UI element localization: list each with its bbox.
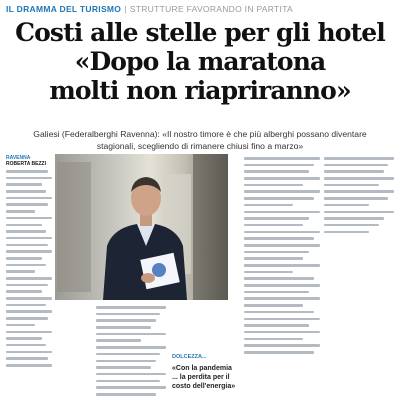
- article-headline: [0, 18, 400, 105]
- article-photo: [55, 154, 228, 300]
- headline-line-2: «Dopo la maratona: [74, 47, 326, 76]
- headline-line-3: molti non riapriranno»: [49, 76, 351, 105]
- header-separator: |: [124, 4, 127, 14]
- article-column-4: [324, 155, 394, 255]
- article-dateline: RAVENNA: [6, 155, 31, 161]
- photo-illustration: [55, 154, 228, 300]
- pull-quote-text: «Con la pandemia ... la perdita per il costo dell'energia»: [172, 364, 236, 390]
- headline-line-1: Costi alle stelle per gli hotel: [15, 18, 385, 47]
- article-byline: ROBERTA BEZZI: [6, 161, 46, 167]
- article-column-1: [6, 155, 52, 401]
- section-header: [6, 4, 394, 16]
- pull-quote-kicker: DOLCEZZA...: [172, 354, 207, 360]
- article-lead: Galiesi (Federalberghi Ravenna): «Il nostro timore è che più alberghi possano diventare stagionali, scegliendo di rimanere chiusi fino a marzo»: [33, 129, 367, 151]
- body-text-lines: [6, 170, 52, 367]
- article-column-2: [96, 304, 166, 401]
- pull-quote: [172, 354, 238, 391]
- section-title: IL DRAMMA DEL TURISMO: [6, 4, 122, 14]
- article-column-3: [244, 155, 320, 401]
- section-subtitle: STRUTTURE FAVORANDO IN PARTITA: [129, 4, 294, 14]
